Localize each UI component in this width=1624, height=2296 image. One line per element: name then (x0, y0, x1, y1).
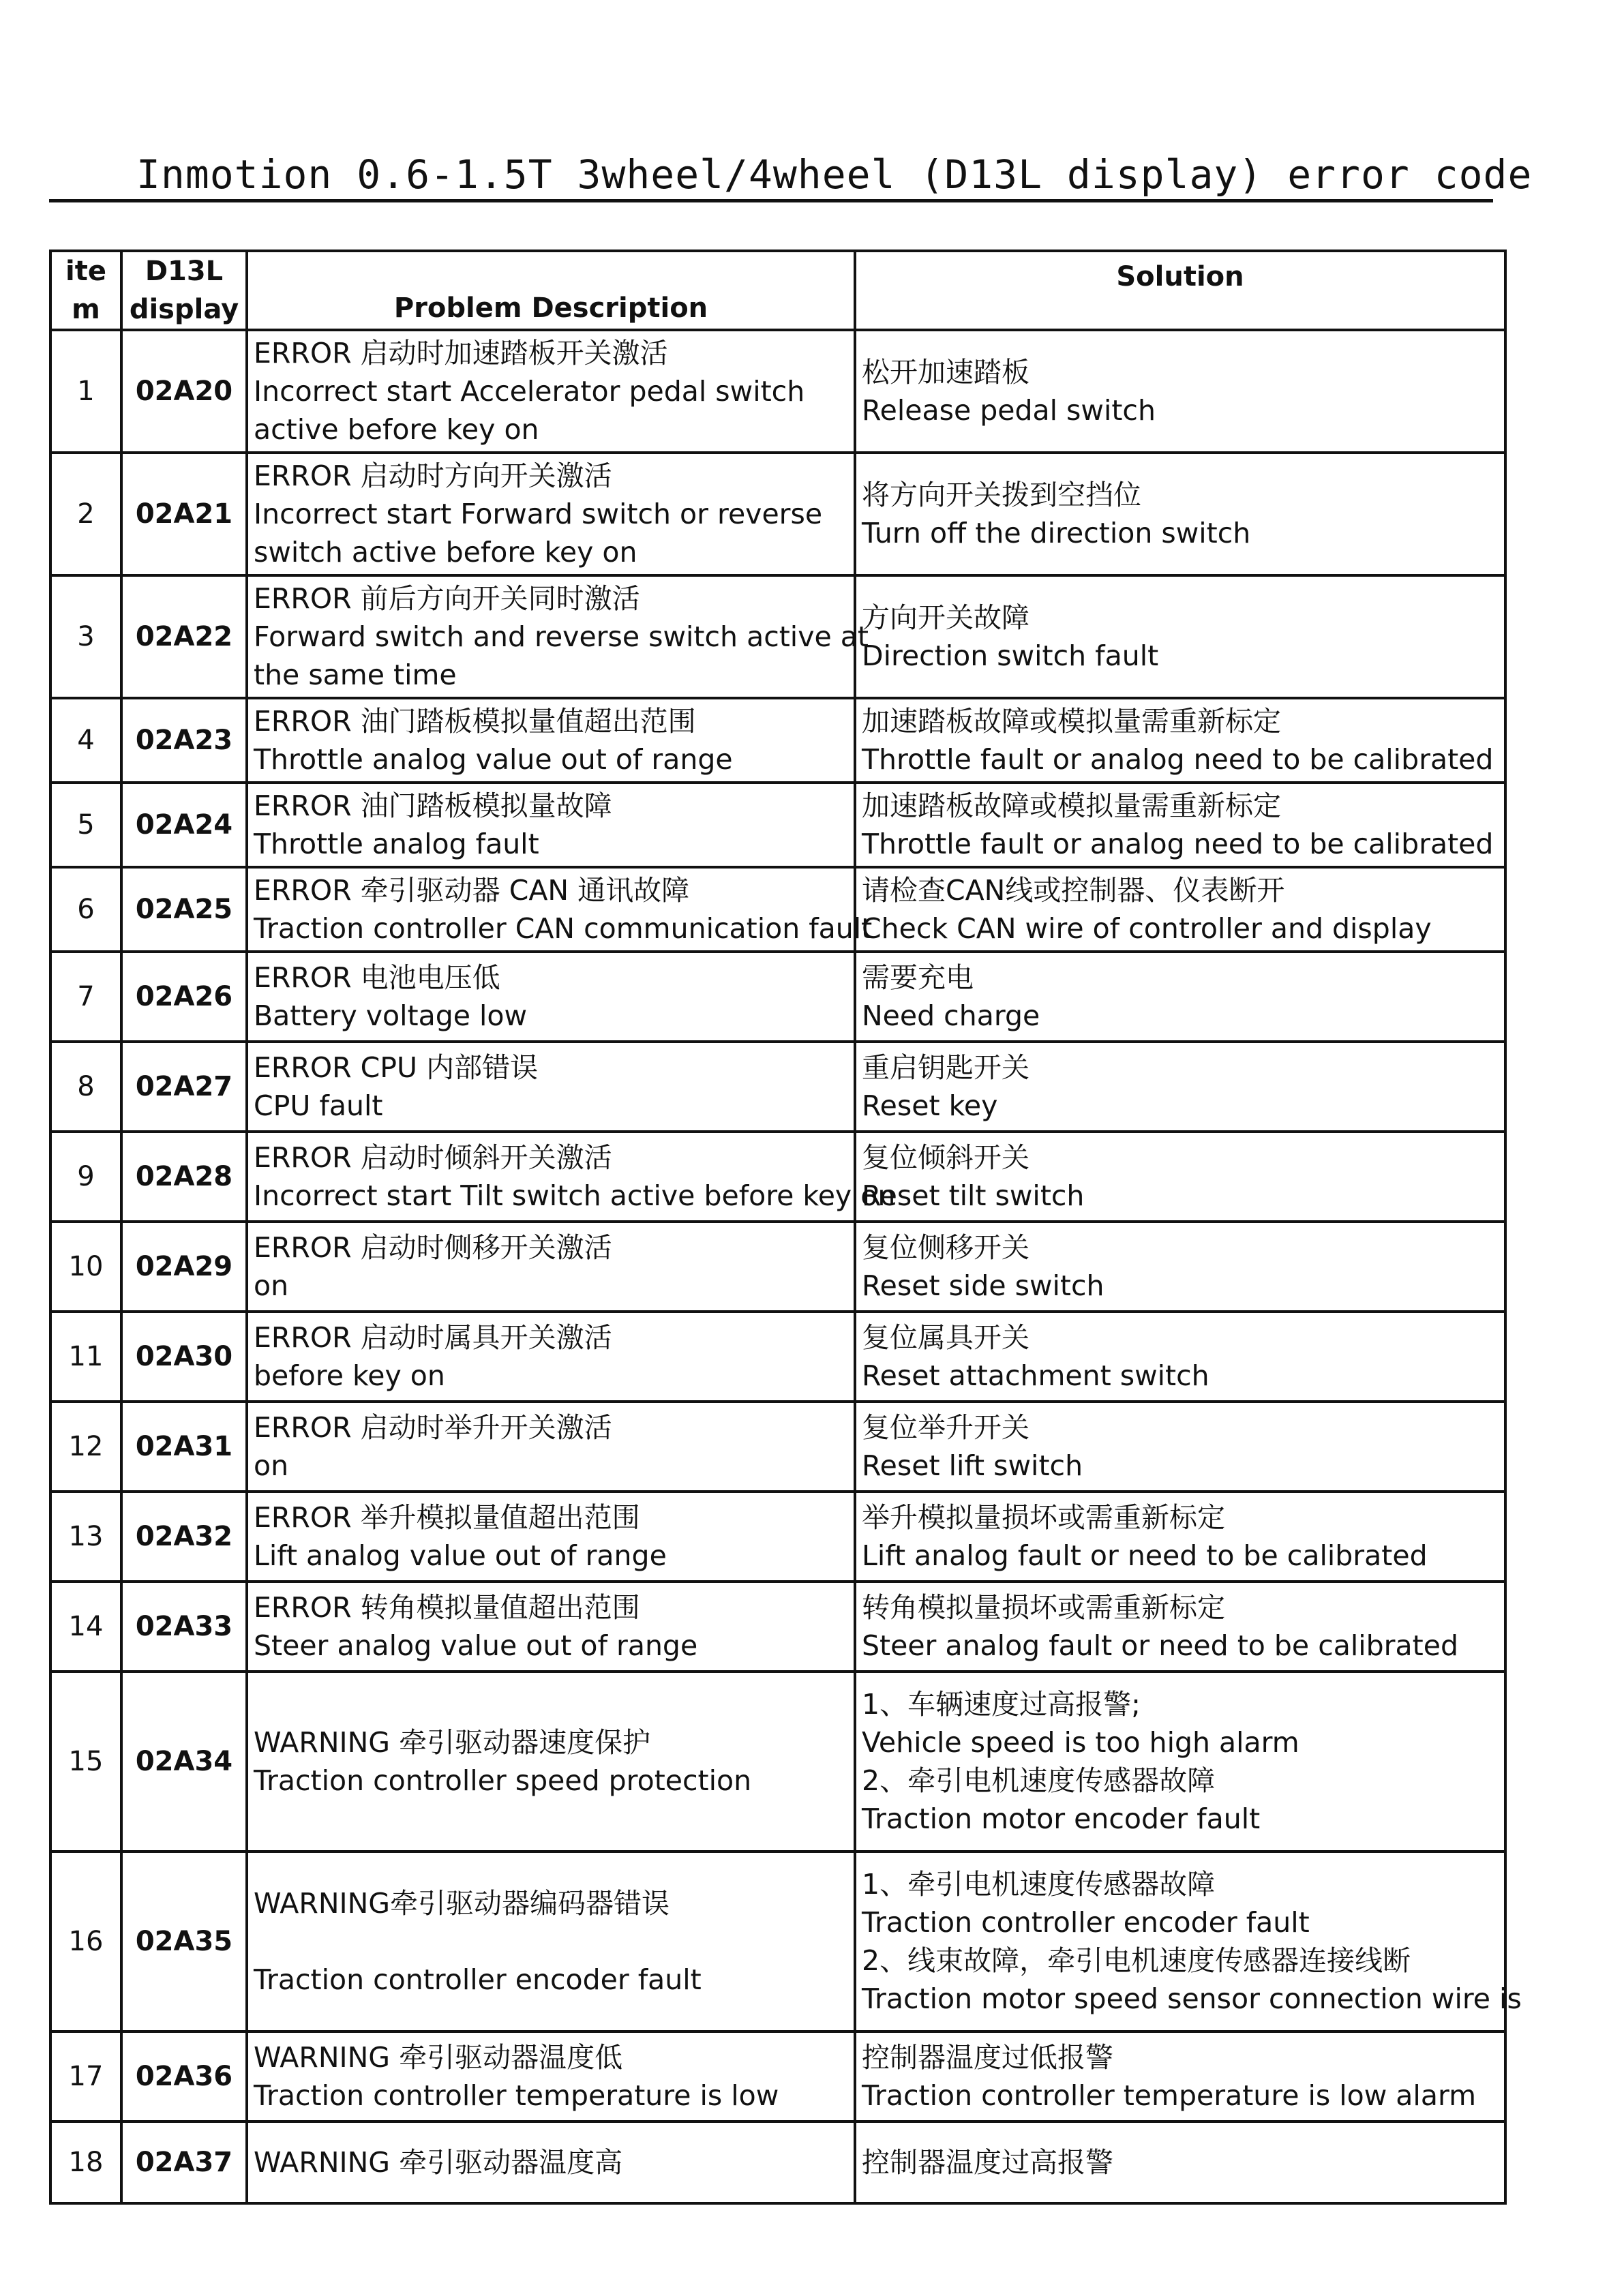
problem-description (247, 1582, 855, 1672)
item-number: 8 (50, 1042, 121, 1132)
problem-line: Battery voltage low (254, 999, 528, 1032)
problem-line: Steer analog value out of range (254, 1629, 698, 1662)
solution-line: Reset lift switch (862, 1449, 1083, 1482)
header-problem-description: Problem Description (247, 251, 855, 330)
problem-line: Traction controller encoder fault (254, 1963, 702, 1996)
page-title: Inmotion 0.6-1.5T 3wheel/4wheel (D13L display) error code (136, 151, 1533, 198)
solution-line: Direction switch fault (862, 639, 1159, 672)
error-code-sheet (49, 250, 1522, 2179)
table-row (50, 330, 1505, 453)
solution-line: 1、牵引电机速度传感器故障 (862, 1868, 1216, 1901)
problem-line: ERROR CPU 内部错误 (254, 1051, 539, 1084)
problem-line: the same time (254, 659, 457, 691)
table-row (50, 1042, 1505, 1132)
error-code: 02A35 (121, 1852, 247, 2031)
header-code-line: display (129, 294, 239, 325)
solution-line: 控制器温度过低报警 (862, 2041, 1113, 2074)
problem-description (247, 575, 869, 698)
problem-line: Traction controller speed protection (254, 1764, 752, 1797)
problem-line: before key on (254, 1359, 445, 1392)
solution-line: Traction controller temperature is low alarm (862, 2079, 1477, 2112)
error-code: 02A34 (121, 1672, 247, 1852)
problem-line: ERROR 启动时举升开关激活 (254, 1411, 612, 1444)
problem-line: ERROR 电池电压低 (254, 961, 500, 994)
item-number: 1 (50, 330, 121, 453)
table-row (50, 952, 1505, 1042)
solution-line: 1、车辆速度过高报警; (862, 1688, 1141, 1721)
table-row (50, 453, 1505, 575)
problem-description (247, 698, 855, 783)
error-code: 02A24 (121, 783, 247, 867)
problem-line (254, 1922, 848, 1961)
error-code: 02A32 (121, 1492, 247, 1582)
problem-description (247, 952, 855, 1042)
solution-line: 重启钥匙开关 (862, 1051, 1029, 1084)
problem-line: ERROR 转角模拟量值超出范围 (254, 1591, 640, 1624)
problem-line: Throttle analog fault (254, 828, 539, 860)
solution-line: Throttle fault or analog need to be calibrated (862, 743, 1494, 776)
problem-description (247, 2031, 855, 2121)
error-code: 02A31 (121, 1402, 247, 1492)
item-number: 13 (50, 1492, 121, 1582)
solution-line: Release pedal switch (862, 394, 1156, 427)
solution-line: Lift analog fault or need to be calibrated (862, 1539, 1428, 1572)
error-code: 02A23 (121, 698, 247, 783)
problem-line: Traction controller CAN communication fault (254, 912, 873, 945)
table-row (50, 575, 1505, 698)
item-number: 16 (50, 1852, 121, 2031)
solution-line: 复位举升开关 (862, 1411, 1029, 1444)
problem-line: Incorrect start Forward switch or reverse (254, 498, 823, 530)
error-code: 02A27 (121, 1042, 247, 1132)
problem-line: ERROR 油门踏板模拟量值超出范围 (254, 705, 696, 738)
solution-line: 加速踏板故障或模拟量需重新标定 (862, 789, 1281, 822)
problem-description (247, 1042, 855, 1132)
solution (855, 1672, 1505, 1852)
solution-line: 2、牵引电机速度传感器故障 (862, 1764, 1216, 1797)
problem-description (247, 1402, 855, 1492)
solution (855, 867, 1505, 952)
error-code: 02A25 (121, 867, 247, 952)
item-number: 6 (50, 867, 121, 952)
problem-description (247, 1852, 855, 2031)
problem-line: on (254, 1449, 289, 1482)
problem-line: ERROR 启动时属具开关激活 (254, 1321, 612, 1354)
item-number: 17 (50, 2031, 121, 2121)
solution-line: 复位侧移开关 (862, 1231, 1029, 1264)
solution-line: Turn off the direction switch (862, 517, 1251, 549)
table-row (50, 1222, 1505, 1312)
solution-line: 复位属具开关 (862, 1321, 1029, 1354)
problem-line: CPU fault (254, 1089, 383, 1122)
item-number: 3 (50, 575, 121, 698)
problem-description (247, 783, 855, 867)
problem-line: active before key on (254, 413, 539, 446)
solution-line: 方向开关故障 (862, 601, 1029, 634)
problem-description (247, 1132, 896, 1222)
solution (855, 330, 1505, 453)
problem-description (247, 453, 855, 575)
solution (855, 2031, 1505, 2121)
problem-description (247, 1312, 855, 1402)
header-display-code (121, 251, 247, 330)
solution-line: 控制器温度过高报警 (862, 2146, 1113, 2179)
title-underline (49, 199, 1493, 202)
solution-line: Need charge (862, 999, 1040, 1032)
table-header-row (50, 251, 1505, 330)
solution-line: Reset side switch (862, 1269, 1104, 1302)
error-code-table (49, 250, 1522, 2205)
item-number: 7 (50, 952, 121, 1042)
problem-line: Forward switch and reverse switch active at (254, 620, 869, 653)
table-row (50, 867, 1505, 952)
solution (855, 1402, 1505, 1492)
table-row (50, 1672, 1505, 1852)
solution (855, 1222, 1505, 1312)
problem-line: WARNING牵引驱动器编码器错误 (254, 1887, 670, 1920)
table-row (50, 1852, 1505, 2031)
header-item-line: m (72, 294, 100, 325)
table-row (50, 1312, 1505, 1402)
problem-line: Traction controller temperature is low (254, 2079, 779, 2112)
solution-line: Traction motor encoder fault (862, 1802, 1261, 1835)
solution-line: Check CAN wire of controller and display (862, 912, 1432, 945)
solution-line: Reset tilt switch (862, 1179, 1085, 1212)
problem-line: ERROR 举升模拟量值超出范围 (254, 1501, 640, 1534)
header-item-line: ite (65, 256, 106, 287)
solution (855, 1582, 1505, 1672)
problem-description (247, 1492, 855, 1582)
solution-line: Traction controller encoder fault (862, 1906, 1310, 1939)
solution-line: 请检查CAN线或控制器、仪表断开 (862, 874, 1285, 907)
item-number: 18 (50, 2121, 121, 2203)
solution-line: 举升模拟量损坏或需重新标定 (862, 1501, 1225, 1534)
problem-line: Lift analog value out of range (254, 1539, 667, 1572)
problem-line: WARNING 牵引驱动器速度保护 (254, 1726, 651, 1759)
item-number: 12 (50, 1402, 121, 1492)
problem-line: switch active before key on (254, 536, 637, 569)
table-row (50, 2031, 1505, 2121)
table-row (50, 2121, 1505, 2203)
solution-line: 转角模拟量损坏或需重新标定 (862, 1591, 1225, 1624)
problem-line: ERROR 启动时方向开关激活 (254, 459, 612, 492)
table-row (50, 783, 1505, 867)
table-row (50, 1582, 1505, 1672)
solution (855, 453, 1505, 575)
error-code: 02A26 (121, 952, 247, 1042)
error-code: 02A33 (121, 1582, 247, 1672)
problem-line: ERROR 前后方向开关同时激活 (254, 582, 640, 615)
problem-line: on (254, 1269, 289, 1302)
error-code: 02A20 (121, 330, 247, 453)
problem-line: ERROR 油门踏板模拟量故障 (254, 789, 612, 822)
header-solution: Solution (855, 251, 1505, 330)
solution (855, 698, 1505, 783)
item-number: 5 (50, 783, 121, 867)
problem-line: Incorrect start Accelerator pedal switch (254, 375, 805, 408)
problem-description (247, 330, 855, 453)
error-code: 02A21 (121, 453, 247, 575)
problem-line: Throttle analog value out of range (254, 743, 733, 776)
solution-line: 松开加速踏板 (862, 356, 1029, 389)
item-number: 4 (50, 698, 121, 783)
table-row (50, 1402, 1505, 1492)
error-code: 02A36 (121, 2031, 247, 2121)
error-code: 02A28 (121, 1132, 247, 1222)
solution-line: Reset attachment switch (862, 1359, 1209, 1392)
item-number: 9 (50, 1132, 121, 1222)
table-row (50, 1132, 1505, 1222)
item-number: 14 (50, 1582, 121, 1672)
solution (855, 1312, 1505, 1402)
solution-line: 将方向开关拨到空挡位 (862, 479, 1141, 511)
problem-description (247, 2121, 855, 2203)
problem-description (247, 867, 873, 952)
problem-line: Incorrect start Tilt switch active before key on (254, 1179, 896, 1212)
solution (855, 952, 1505, 1042)
solution (855, 1042, 1505, 1132)
table-row (50, 698, 1505, 783)
solution-line: Vehicle speed is too high alarm (862, 1726, 1299, 1759)
problem-line: ERROR 启动时侧移开关激活 (254, 1231, 612, 1264)
problem-line: WARNING 牵引驱动器温度低 (254, 2041, 623, 2074)
item-number: 15 (50, 1672, 121, 1852)
solution (855, 575, 1505, 698)
error-code: 02A22 (121, 575, 247, 698)
solution-line: 2、线束故障，牵引电机速度传感器连接线断 (862, 1944, 1411, 1977)
error-code: 02A29 (121, 1222, 247, 1312)
header-code-line: D13L (145, 256, 224, 287)
solution (855, 2121, 1505, 2203)
item-number: 10 (50, 1222, 121, 1312)
problem-description (247, 1672, 855, 1852)
item-number: 11 (50, 1312, 121, 1402)
solution-line: 复位倾斜开关 (862, 1141, 1029, 1174)
item-number: 2 (50, 453, 121, 575)
solution (855, 1132, 1505, 1222)
solution-line: Traction motor speed sensor connection wire is (862, 1982, 1522, 2015)
header-item (50, 251, 121, 330)
solution (855, 1492, 1505, 1582)
problem-description (247, 1222, 855, 1312)
solution-line: 需要充电 (862, 961, 974, 994)
error-code: 02A37 (121, 2121, 247, 2203)
problem-line: WARNING 牵引驱动器温度高 (254, 2146, 623, 2179)
solution-line: Reset key (862, 1089, 998, 1122)
problem-line: ERROR 启动时加速踏板开关激活 (254, 337, 668, 369)
solution-line: Steer analog fault or need to be calibrated (862, 1629, 1458, 1662)
solution-line: 加速踏板故障或模拟量需重新标定 (862, 705, 1281, 738)
solution (855, 1852, 1522, 2031)
error-code: 02A30 (121, 1312, 247, 1402)
solution (855, 783, 1505, 867)
problem-line: ERROR 启动时倾斜开关激活 (254, 1141, 612, 1174)
solution-line: Throttle fault or analog need to be calibrated (862, 828, 1494, 860)
table-row (50, 1492, 1505, 1582)
problem-line: ERROR 牵引驱动器 CAN 通讯故障 (254, 874, 690, 907)
